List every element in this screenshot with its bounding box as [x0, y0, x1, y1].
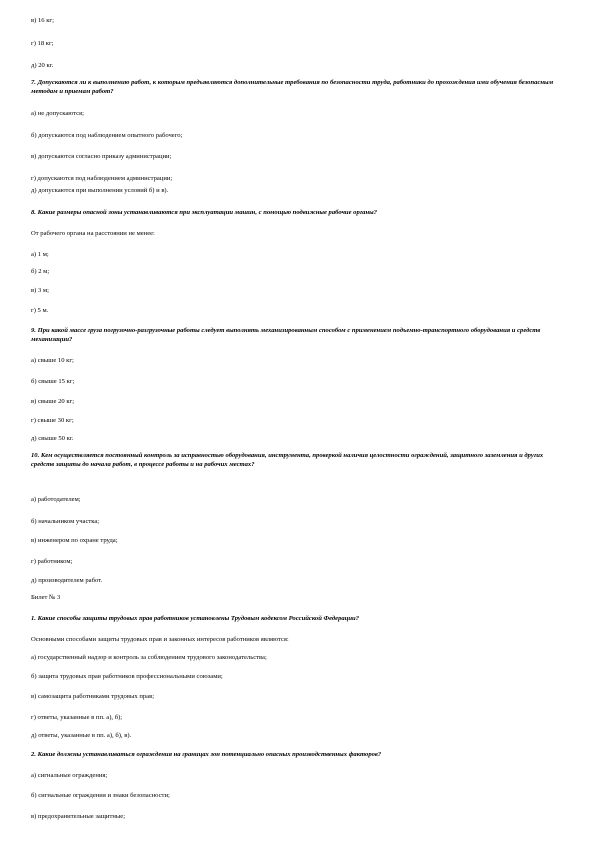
answer-line: г) 5 м. [31, 307, 49, 314]
answer-line: а) не допускаются; [31, 110, 84, 117]
answer-line: б) начальником участка; [31, 518, 100, 525]
answer-line: в) свыше 20 кг; [31, 398, 75, 405]
answer-line: а) сигнальные ограждения; [31, 772, 108, 779]
answer-line: а) 1 м; [31, 251, 49, 258]
answer-line: г) свыше 30 кг; [31, 417, 74, 424]
answer-line: в) инженером по охране труда; [31, 537, 118, 544]
question-line: 7. Допускаются ли к выполнению работ, к которым предъявляются дополнительные требования по безопасности труда, работники до прохождения ими обучения безопасным методам и приемам работ? [31, 79, 554, 96]
answer-line: д) свыше 50 кг. [31, 435, 74, 442]
answer-line: г) допускаются под наблюдением администрации; [31, 175, 173, 182]
answer-line: д) ответы, указанные в пп. а), б), в). [31, 732, 132, 739]
ticket-heading: Билет № 3 [31, 594, 61, 601]
answer-line: в) 16 кг; [31, 17, 54, 24]
question-line: 10. Кем осуществляется постоянный контроль за исправностью оборудования, инструмента, проверкой наличия целостности ограждений, защитного заземления и других средств защиты до начала работ, в процессе работы и на рабочих местах? [31, 452, 544, 469]
answer-line: г) 18 кг; [31, 40, 54, 47]
answer-line: а) работодателем; [31, 496, 81, 503]
answer-line: Основными способами защиты трудовых прав и законных интересов работников являются: [31, 636, 289, 643]
answer-line: б) 2 м; [31, 268, 50, 275]
answer-line: а) свыше 10 кг; [31, 357, 74, 364]
answer-line: д) 20 кг. [31, 62, 54, 69]
answer-line: а) государственный надзор и контроль за соблюдением трудового законодательства; [31, 654, 267, 661]
question-line: 9. При какой массе груза погрузочно-разгрузочные работы следует выполнять механизированным способом с применением подъемно-транспортного оборудования и средств механизации? [31, 327, 541, 344]
answer-line: б) допускаются под наблюдением опытного рабочего; [31, 132, 183, 139]
answer-line: б) защита трудовых прав работников профессиональными союзами; [31, 673, 223, 680]
answer-line: От рабочего органа на расстоянии не менее: [31, 230, 155, 237]
question-line: 8. Какие размеры опасной зоны устанавливаются при эксплуатации машин, с помощью подвижные рабочие органы? [31, 209, 378, 216]
answer-line: в) предохранительные защитные; [31, 813, 126, 820]
answer-line: в) 3 м; [31, 287, 49, 294]
answer-line: б) сигнальные ограждения и знаки безопасности; [31, 792, 170, 799]
answer-line: г) ответы, указанные в пп. а), б); [31, 714, 123, 721]
answer-line: б) свыше 15 кг; [31, 378, 75, 385]
question-line: 1. Какие способы защиты трудовых прав работников установлены Трудовым кодексом Российской Федерации? [31, 615, 359, 622]
answer-line: г) работником; [31, 558, 73, 565]
question-line: 2. Какие должны устанавливаться ограждения на границах зон потенциально опасных производственных факторов? [31, 751, 382, 758]
answer-line: д) производителем работ. [31, 577, 103, 584]
answer-line: в) самозащита работниками трудовых прав; [31, 693, 155, 700]
answer-line: д) допускаются при выполнении условий б) и в). [31, 187, 169, 194]
answer-line: в) допускаются согласно приказу администрации; [31, 153, 172, 160]
